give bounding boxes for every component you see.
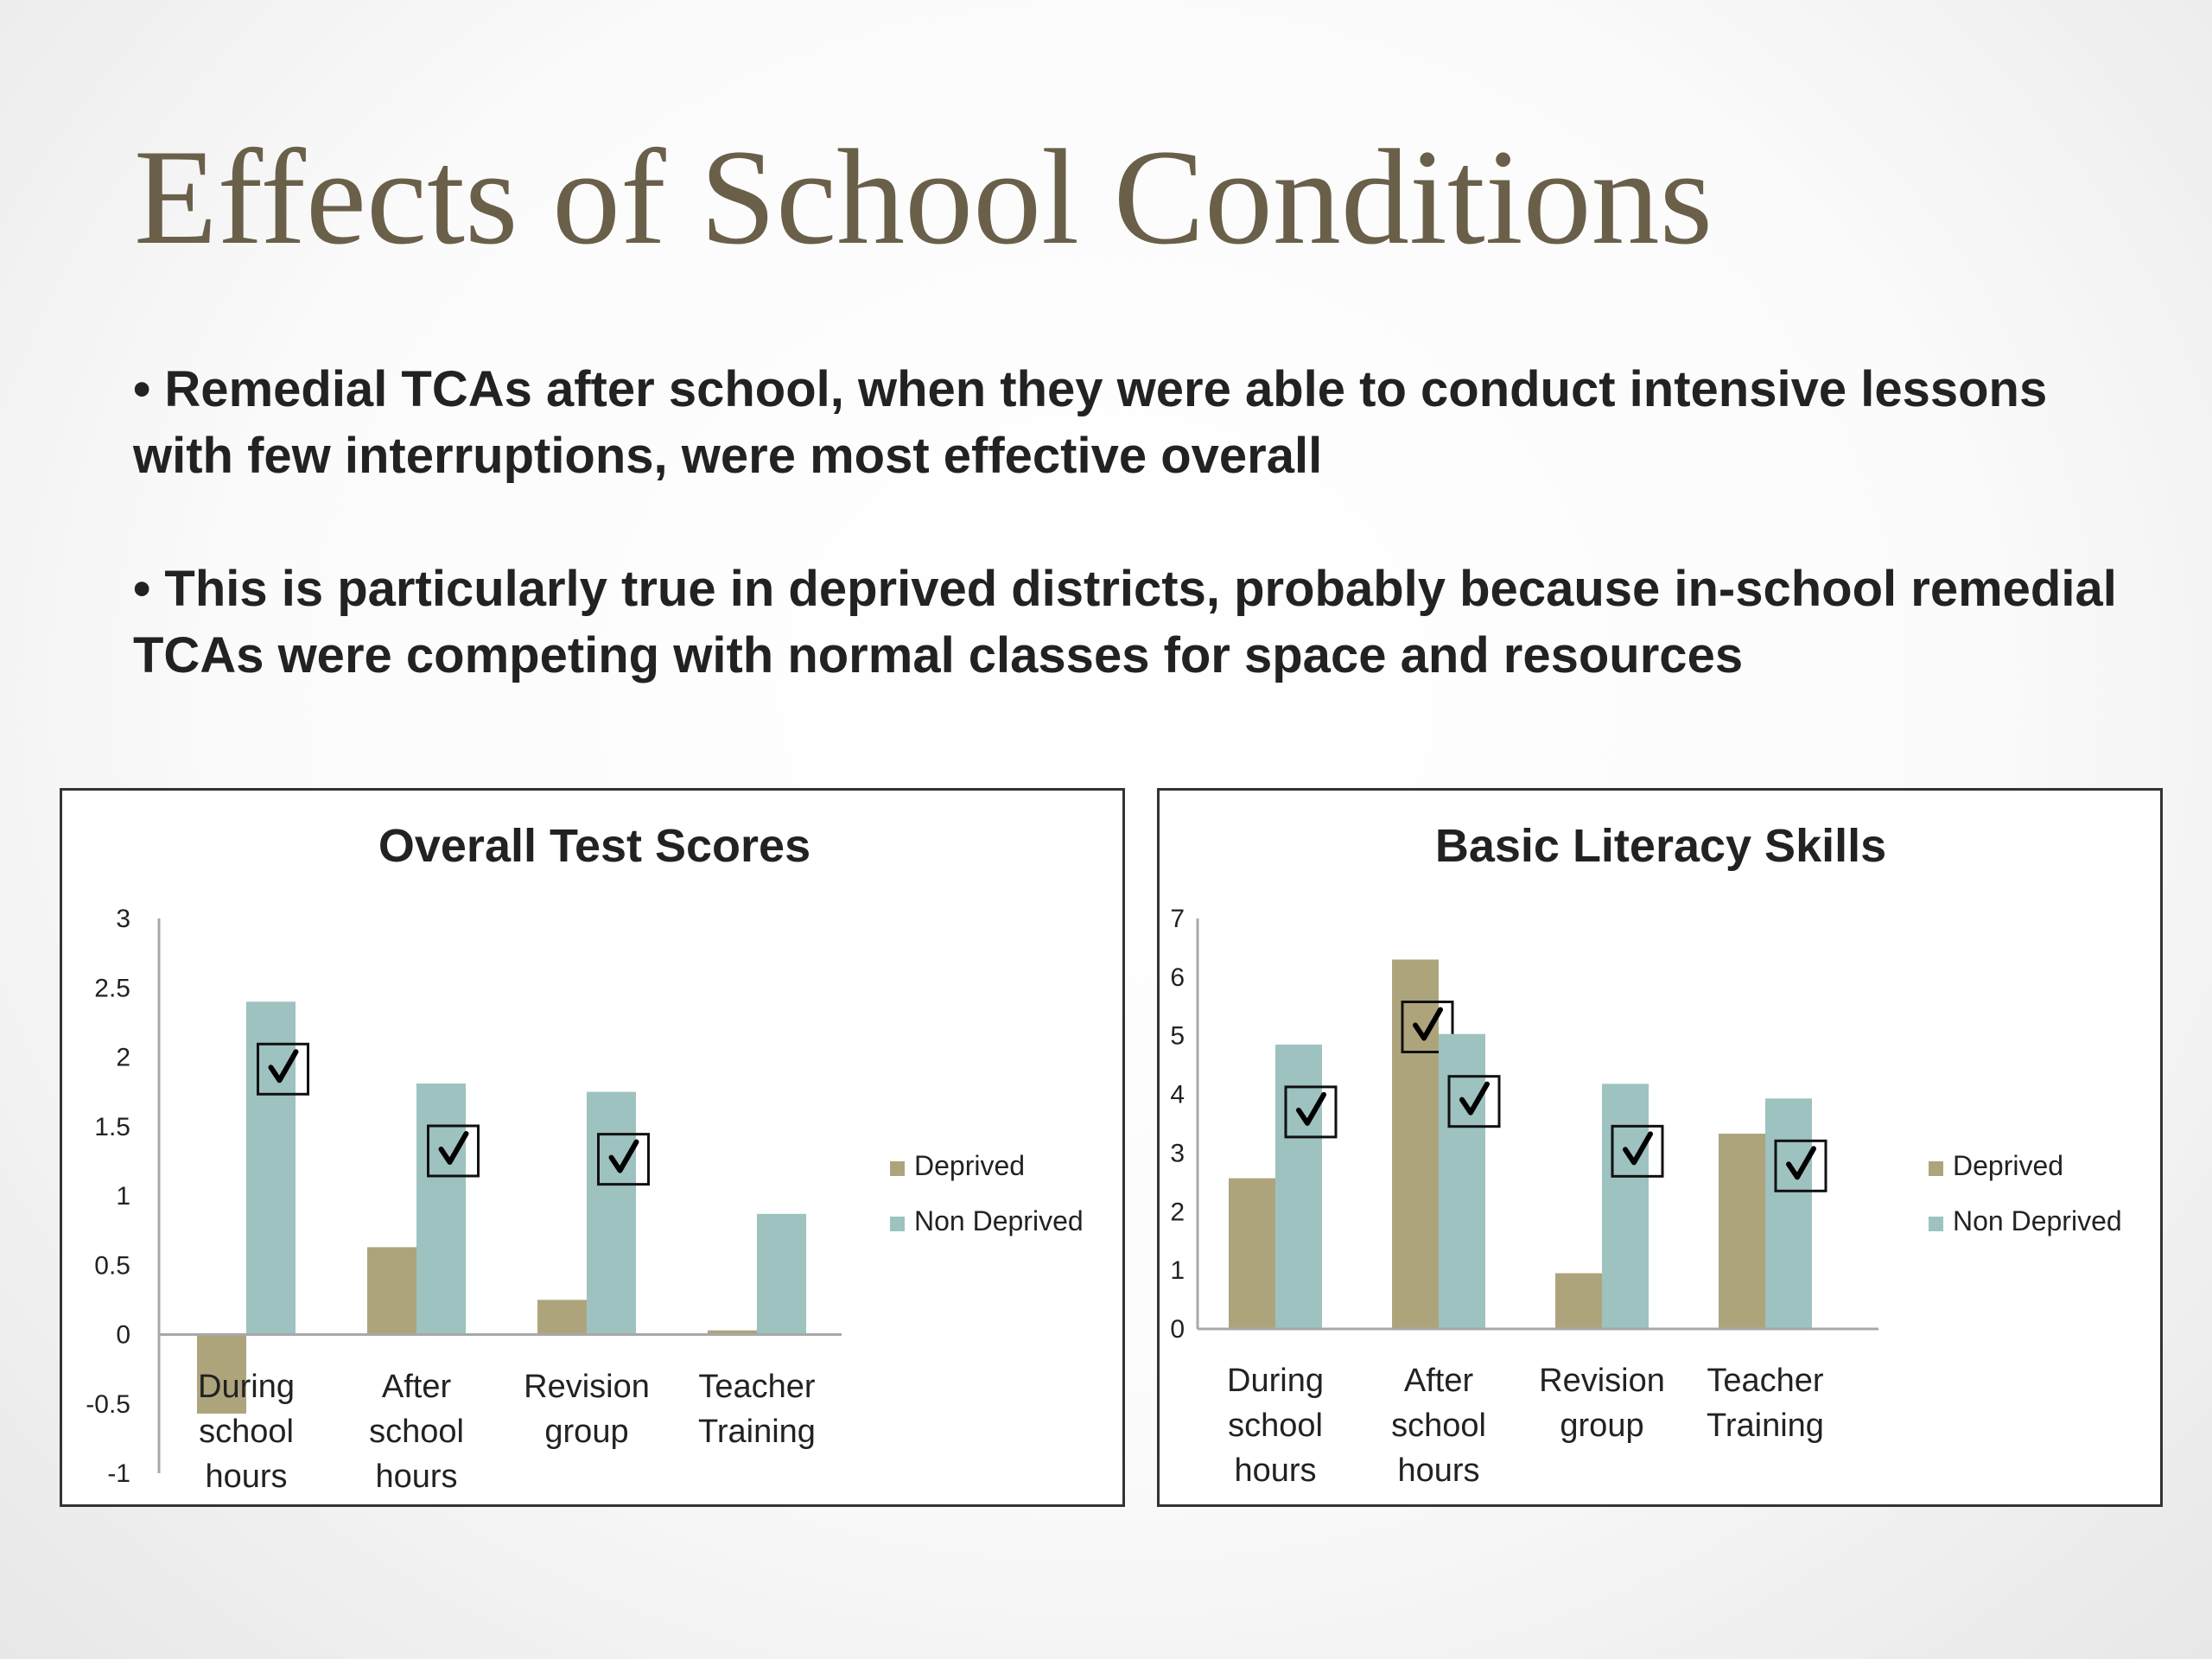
x-category-label: Revision	[1539, 1363, 1665, 1399]
bar-non-deprived-revision-group	[1602, 1084, 1649, 1329]
bar-deprived-revision-group	[1555, 1274, 1602, 1329]
x-category-label: During	[198, 1369, 295, 1405]
legend-swatch-non-deprived	[1929, 1217, 1943, 1231]
bar-non-deprived-teacher-training	[1765, 1098, 1812, 1329]
y-tick-label: 3	[1170, 1139, 1185, 1168]
bar-deprived-revision-group	[537, 1300, 587, 1334]
x-category-label: Teacher	[698, 1369, 816, 1405]
x-category-label: Training	[1707, 1408, 1824, 1444]
legend-label-non-deprived: Non Deprived	[914, 1205, 1084, 1236]
bar-deprived-after-school-hours	[1392, 960, 1439, 1330]
x-category-label: After	[1403, 1363, 1474, 1399]
y-tick-label: 0.5	[94, 1251, 130, 1281]
x-category-label: Teacher	[1707, 1363, 1824, 1399]
bar-non-deprived-during-school-hours	[246, 1001, 296, 1334]
chart-title: Basic Literacy Skills	[1434, 820, 1887, 872]
x-category-label: school	[1228, 1408, 1323, 1444]
bar-deprived-after-school-hours	[367, 1247, 416, 1334]
y-tick-label: 7	[1170, 905, 1185, 933]
bar-non-deprived-after-school-hours	[416, 1084, 466, 1335]
legend-swatch-deprived	[890, 1161, 905, 1176]
y-tick-label: 3	[116, 905, 130, 933]
y-tick-label: 1	[1170, 1256, 1185, 1286]
chart-overall-test-scores-svg	[62, 791, 1122, 1504]
y-tick-label: 5	[1170, 1021, 1185, 1051]
chart-basic-literacy-skills-svg	[1160, 791, 2160, 1504]
x-category-label: After	[381, 1369, 452, 1405]
legend-label-deprived: Deprived	[1953, 1150, 2064, 1181]
x-category-label: school	[1391, 1408, 1486, 1444]
y-tick-label: 6	[1170, 963, 1185, 992]
y-tick-label: 2	[1170, 1198, 1185, 1227]
x-category-label: During	[1227, 1363, 1324, 1399]
bar-non-deprived-teacher-training	[757, 1214, 806, 1335]
bullet-remedial-after-school: • Remedial TCAs after school, when they were able to conduct intensive lessons with few interruptions, were most effective overall	[133, 361, 2048, 484]
chart-title: Overall Test Scores	[378, 820, 811, 872]
y-tick-label: 2	[116, 1043, 130, 1072]
legend-swatch-deprived	[1929, 1161, 1943, 1176]
x-category-label: hours	[375, 1459, 458, 1495]
chart-overall-test-scores	[60, 788, 1125, 1507]
x-category-label: group	[1560, 1408, 1644, 1444]
x-category-label: hours	[205, 1459, 288, 1495]
x-category-label: group	[544, 1414, 629, 1450]
slide-title: Effects of School Conditions	[134, 122, 1713, 273]
y-tick-label: 0	[1170, 1315, 1185, 1344]
legend-swatch-non-deprived	[890, 1217, 905, 1231]
y-tick-label: 1.5	[94, 1112, 130, 1141]
x-category-label: Revision	[524, 1369, 650, 1405]
x-category-label: hours	[1397, 1452, 1480, 1489]
bar-deprived-during-school-hours	[1229, 1179, 1275, 1329]
y-tick-label: 0	[116, 1320, 130, 1350]
y-tick-label: -1	[107, 1459, 130, 1488]
chart-basic-literacy-skills	[1157, 788, 2163, 1507]
bar-non-deprived-after-school-hours	[1439, 1034, 1485, 1329]
legend-label-non-deprived: Non Deprived	[1953, 1205, 2122, 1236]
bar-non-deprived-revision-group	[587, 1092, 636, 1335]
y-tick-label: 4	[1170, 1080, 1185, 1109]
x-category-label: school	[369, 1414, 464, 1450]
y-tick-label: -0.5	[86, 1389, 130, 1419]
x-category-label: school	[199, 1414, 294, 1450]
y-tick-label: 1	[116, 1182, 130, 1211]
y-tick-label: 2.5	[94, 974, 130, 1003]
bullet-deprived-districts: • This is particularly true in deprived districts, probably because in-school remedial TCAs were competing with normal classes for space and resources	[133, 561, 2117, 683]
legend-label-deprived: Deprived	[914, 1150, 1026, 1181]
x-category-label: hours	[1234, 1452, 1317, 1489]
bar-deprived-teacher-training	[1719, 1134, 1765, 1329]
x-category-label: Training	[698, 1414, 816, 1450]
